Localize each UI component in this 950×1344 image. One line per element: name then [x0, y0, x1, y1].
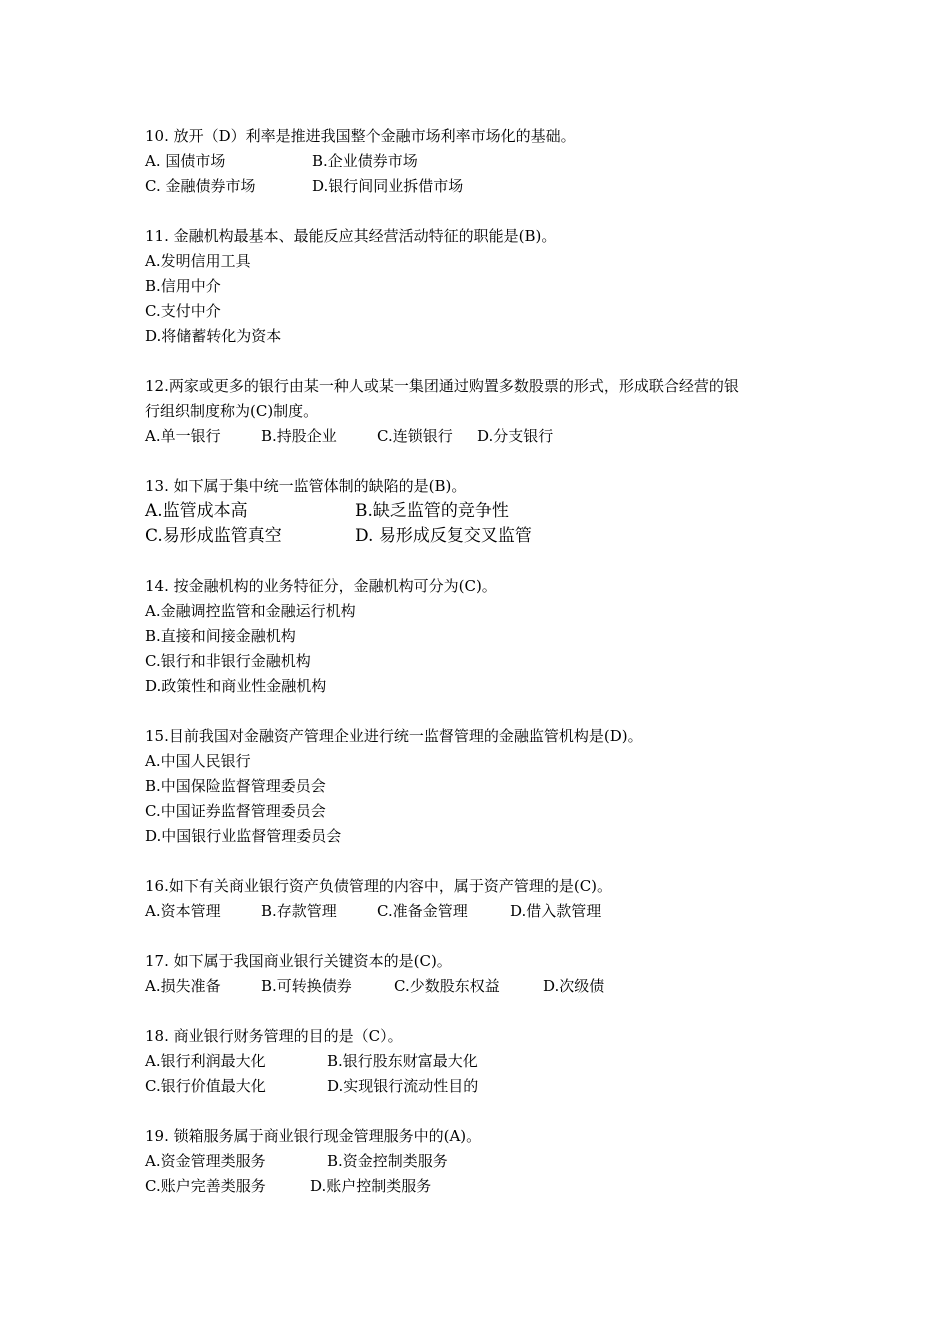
question-stem: 19. 锁箱服务属于商业银行现金管理服务中的(A)。: [145, 1127, 482, 1145]
question-stem-line-2: 行组织制度称为(C)制度。: [145, 402, 319, 420]
option-a: A.银行利润最大化: [145, 1052, 266, 1070]
option-b: B.资金控制类服务: [327, 1152, 448, 1170]
option-d: D.将储蓄转化为资本: [145, 327, 282, 345]
option-c: C.少数股东权益: [394, 977, 500, 995]
option-row: [145, 149, 815, 174]
option-c: C. 金融债券市场: [145, 177, 256, 195]
option-b: B.银行股东财富最大化: [327, 1052, 478, 1070]
option-b: B.缺乏监管的竞争性: [355, 501, 509, 521]
option-row: [145, 1174, 815, 1199]
option-row: [145, 499, 815, 524]
question-stem: 10. 放开（D）利率是推进我国整个金融市场利率市场化的基础。: [145, 127, 576, 145]
option-c: C.账户完善类服务: [145, 1177, 266, 1195]
option-row: [145, 1049, 815, 1074]
question-stem: 16.如下有关商业银行资产负债管理的内容中，属于资产管理的是(C)。: [145, 877, 613, 895]
option-c: C.支付中介: [145, 302, 221, 320]
option-d: D.分支银行: [477, 427, 554, 445]
question-stem: 14. 按金融机构的业务特征分，金融机构可分为(C)。: [145, 577, 497, 595]
question-10: [145, 124, 815, 199]
option-b: B.中国保险监督管理委员会: [145, 777, 326, 795]
question-17: [145, 949, 815, 999]
option-c: C.银行价值最大化: [145, 1077, 266, 1095]
question-14: [145, 574, 815, 699]
option-b: B.信用中介: [145, 277, 221, 295]
question-stem: 15.目前我国对金融资产管理企业进行统一监督管理的金融监管机构是(D)。: [145, 727, 643, 745]
question-13: [145, 474, 815, 549]
option-a: A.损失准备: [145, 977, 221, 995]
option-b: B.持股企业: [261, 427, 337, 445]
question-stem-line-1: 12.两家或更多的银行由某一种人或某一集团通过购置多数股票的形式，形成联合经营的银: [145, 377, 739, 395]
option-b: B.直接和间接金融机构: [145, 627, 296, 645]
option-a: A.单一银行: [145, 427, 221, 445]
option-a: A.金融调控监管和金融运行机构: [145, 602, 356, 620]
question-12: [145, 374, 815, 449]
option-a: A.资本管理: [145, 902, 221, 920]
option-a: A.监管成本高: [145, 501, 248, 521]
option-row: [145, 899, 815, 924]
question-15: [145, 724, 815, 849]
option-d: D.借入款管理: [510, 902, 602, 920]
option-c: C.中国证券监督管理委员会: [145, 802, 326, 820]
option-row: [145, 1074, 815, 1099]
question-stem: 18. 商业银行财务管理的目的是（C）。: [145, 1027, 403, 1045]
question-stem: 11. 金融机构最基本、最能反应其经营活动特征的职能是(B)。: [145, 227, 557, 245]
option-a: A.资金管理类服务: [145, 1152, 266, 1170]
question-stem: 17. 如下属于我国商业银行关键资本的是(C)。: [145, 952, 452, 970]
option-b: B.存款管理: [261, 902, 337, 920]
option-d: D.实现银行流动性目的: [327, 1077, 479, 1095]
question-16: [145, 874, 815, 924]
document-page: [145, 124, 815, 1224]
option-d: D.次级债: [543, 977, 605, 995]
option-d: D. 易形成反复交叉监管: [355, 526, 532, 546]
option-row: [145, 1149, 815, 1174]
option-row: [145, 974, 815, 999]
option-row: [145, 424, 815, 449]
option-c: C.连锁银行: [377, 427, 453, 445]
option-row: [145, 524, 815, 549]
option-d: D.中国银行业监督管理委员会: [145, 827, 342, 845]
question-stem: 13. 如下属于集中统一监管体制的缺陷的是(B)。: [145, 477, 467, 495]
option-d: D.银行间同业拆借市场: [312, 177, 464, 195]
question-19: [145, 1124, 815, 1199]
option-a: A. 国债市场: [145, 152, 226, 170]
question-18: [145, 1024, 815, 1099]
option-a: A.发明信用工具: [145, 252, 251, 270]
option-a: A.中国人民银行: [145, 752, 251, 770]
option-row: [145, 174, 815, 199]
option-b: B.可转换债券: [261, 977, 352, 995]
option-d: D.政策性和商业性金融机构: [145, 677, 327, 695]
option-c: C.银行和非银行金融机构: [145, 652, 311, 670]
question-11: [145, 224, 815, 349]
option-c: C.准备金管理: [377, 902, 468, 920]
option-d: D.账户控制类服务: [310, 1177, 432, 1195]
option-b: B.企业债券市场: [312, 152, 418, 170]
option-c: C.易形成监管真空: [145, 526, 282, 546]
